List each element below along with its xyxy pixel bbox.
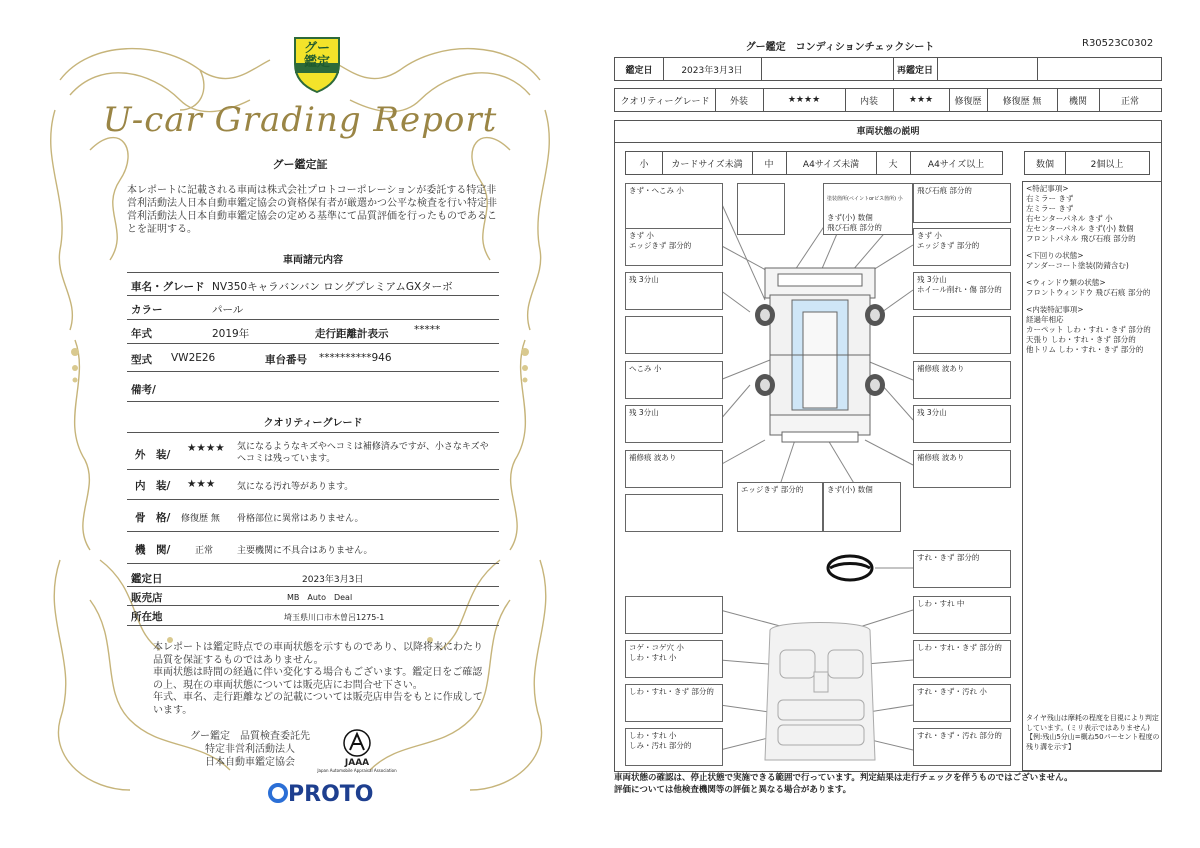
sheet-date-label: 鑑定日: [625, 65, 653, 76]
chassis-value: **********946: [319, 352, 392, 364]
goo-kantei-badge: [287, 34, 347, 94]
spec-heading: 車両諸元内容: [283, 255, 343, 266]
jaaa-emblem-icon: [342, 728, 372, 758]
sheet-exterior-label: 外装: [729, 96, 748, 107]
jaaa-name: JAAA: [344, 758, 370, 768]
model-row: [127, 344, 499, 372]
dealer-row: [127, 587, 499, 606]
label-front-right: 飛び石痕 部分的: [913, 183, 1011, 223]
quality-label: クオリティーグレード: [620, 96, 710, 107]
frame-row: [127, 500, 499, 532]
date-label: 鑑定日: [131, 573, 163, 585]
note-underbody: <下回りの状態> アンダーコート塗装(防錆含む): [1026, 251, 1129, 270]
name-value: NV350キャラバンバン ロングプレミアムGXターボ: [212, 281, 453, 293]
label-interior-right-4: すれ・きず・汚れ 部分的: [913, 728, 1011, 766]
label-interior-right-1: しわ・すれ 中: [913, 596, 1011, 634]
label-top-center-text: きず(小) 数個 飛び石痕 部分的: [827, 213, 882, 232]
label-interior-left-1: [625, 596, 723, 634]
label-bottom-1: エッジきず 部分的: [737, 482, 823, 532]
sheet-interior-stars: ★★★: [908, 95, 934, 105]
count-desc: 2個以上: [1090, 159, 1124, 170]
condition-heading: 車両状態の説明: [615, 121, 1161, 143]
name-label: 車名・グレード: [131, 281, 205, 293]
tire-note: タイヤ残山は摩耗の程度を目視により判定しています。(ミリ表示ではありません) 【例:残山5分山=概ね50パーセント程度の残り溝を示す】: [1026, 714, 1160, 751]
label-right-2: きず 小 エッジきず 部分的: [913, 228, 1011, 266]
count-label: 数個: [1035, 159, 1054, 170]
proto-logo: [268, 782, 373, 807]
jaaa-logo: [312, 728, 402, 773]
label-interior-left-2: コゲ・コゲ穴 小 しわ・すれ 小: [625, 640, 723, 678]
sheet-engine-label: 機関: [1068, 96, 1087, 107]
size-small: 小: [639, 159, 649, 170]
label-right-5: 補修痕 波あり: [913, 361, 1011, 399]
size-mid-desc: A4サイズ未満: [802, 159, 860, 170]
year-value: 2019年: [212, 328, 250, 340]
date-value: 2023年3月3日: [302, 575, 364, 585]
sheet-title: グー鑑定 コンディションチェックシート: [745, 42, 935, 53]
mileage-value: *****: [414, 324, 441, 336]
mileage-label: 走行距離計表示: [315, 328, 389, 340]
label-interior-left-3: しわ・すれ・きず 部分的: [625, 684, 723, 722]
label-bottom-2: きず(小) 数個: [823, 482, 901, 532]
frame-label: 骨 格/: [135, 512, 171, 524]
engine-label: 機 関/: [135, 544, 171, 556]
model-value: VW2E26: [171, 352, 216, 364]
proto-logo-text: PROTO: [288, 782, 374, 807]
jaaa-subtitle: Japan Automobile Appraisal Association: [317, 768, 397, 773]
exterior-text: 気になるようなキズやヘコミは補修済みですが、小さなキズやヘコミは残っています。: [237, 442, 489, 464]
proto-circle-icon: [268, 783, 288, 803]
label-steering: すれ・きず 部分的: [913, 550, 1011, 588]
model-label: 型式: [131, 354, 152, 366]
sheet-footer-note: 車両状態の確認は、停止状態で実施できる範囲で行っています。判定結果は走行チェックを伴うものではございません。 評価については他検査機関等の評価と異なる場合があります。: [614, 773, 1073, 795]
exterior-row: [127, 432, 499, 470]
label-left-3: 残 3分山: [625, 272, 723, 310]
issuer: グー鑑定 品質検査委託先 特定非営利活動法人 日本自動車鑑定協会: [190, 731, 310, 768]
script-title: U-car Grading Report: [102, 100, 498, 140]
engine-row: [127, 532, 499, 564]
label-right-7: 補修痕 波あり: [913, 450, 1011, 488]
remarks-row: [127, 372, 499, 402]
label-front-left: きず・へこみ 小: [625, 183, 723, 235]
label-left-2: きず 小 エッジきず 部分的: [625, 228, 723, 266]
year-row: [127, 320, 499, 344]
interior-row: [127, 470, 499, 500]
address-label: 所在地: [131, 611, 163, 623]
interior-stars: ★★★: [187, 478, 216, 490]
reinspect-label: 再鑑定日: [896, 65, 933, 76]
interior-text: 気になる汚れ等があります。: [237, 482, 354, 492]
certificate-note: 本レポートは鑑定時点での車両状態を示すものであり、以降将来にわたり品質を保証するものではありません。 車両状態は時間の経過に伴い変化する場合もございます。鑑定日をご確認の上、現在の車両状態については販売店にお問合せ下さい。 年式、車名、走行距離などの記載については販売店申告をもとに作成しています。: [153, 642, 483, 716]
year-label: 年式: [131, 328, 152, 340]
label-left-6: 残 3分山: [625, 405, 723, 443]
label-right-3: 残 3分山 ホイール削れ・傷 部分的: [913, 272, 1011, 310]
engine-value: 正常: [195, 546, 214, 556]
exterior-stars: ★★★★: [187, 442, 225, 454]
frame-value: 修復歴 無: [181, 514, 220, 524]
label-interior-right-3: すれ・きず・汚れ 小: [913, 684, 1011, 722]
sheet-interior-label: 内装: [859, 96, 878, 107]
engine-text: 主要機関に不具合はありません。: [237, 546, 373, 556]
certificate-title: グー鑑定証: [272, 158, 328, 171]
label-left-7: 補修痕 波あり: [625, 450, 723, 488]
sheet-date-value: 2023年3月3日: [681, 65, 743, 76]
dealer-label: 販売店: [131, 592, 163, 604]
label-interior-right-2: しわ・すれ・きず 部分的: [913, 640, 1011, 678]
interior-label: 内 装/: [135, 480, 171, 492]
note-special: <特記事項> 右ミラー きず 左ミラー きず 右センターパネル きず 小 左センターパネル きず(小) 数個 フロントパネル 飛び石痕 部分的: [1026, 184, 1136, 243]
exterior-label: 外 装/: [135, 449, 171, 461]
sheet-id: R30523C0302: [1082, 38, 1154, 49]
size-large-desc: A4サイズ以上: [927, 159, 985, 170]
label-top-center-small: 塗装箇所(ペイントorビス箇所) 小: [827, 196, 903, 202]
note-windows: <ウィンドウ類の状態> フロントウィンドウ 飛び石痕 部分的: [1026, 278, 1151, 297]
color-label: カラー: [131, 304, 163, 316]
label-interior-left-4: しわ・すれ 小 しみ・汚れ 部分的: [625, 728, 723, 766]
address-value: 埼玉県川口市木曽呂1275-1: [284, 613, 385, 622]
repair-label: 修復歴: [954, 96, 982, 107]
dealer-value: MB Auto Deal: [287, 593, 353, 602]
address-row: [127, 606, 499, 626]
label-right-6: 残 3分山: [913, 405, 1011, 443]
steering-wheel-icon: [828, 556, 872, 580]
label-right-4: [913, 316, 1011, 354]
sheet-engine-value: 正常: [1120, 96, 1139, 107]
repair-value: 修復歴 無: [1002, 96, 1042, 107]
quality-heading: クオリティーグレード: [263, 418, 363, 429]
label-top-center: [823, 183, 913, 235]
size-large: 大: [888, 159, 898, 170]
condition-check-sheet: [600, 0, 1200, 848]
size-mid: 中: [764, 159, 774, 170]
certificate-intro: 本レポートに記載される車両は株式会社プロトコーポレーションが委託する特定非営利活動法人日本自動車鑑定協会の資格保有者が厳選かつ公平な検査を行い特定非営利活動法人日本自動車鑑定協会の定める基準にて品質評価を行ったものであることを証明する。: [127, 185, 497, 235]
name-row: [127, 272, 499, 296]
label-left-5: へこみ 小: [625, 361, 723, 399]
color-value: パール: [212, 304, 244, 316]
label-left-4: [625, 316, 723, 354]
date-row: [127, 568, 499, 587]
size-small-desc: カードサイズ未満: [671, 159, 743, 170]
label-left-8: [625, 494, 723, 532]
label-front-left-2: [737, 183, 785, 235]
note-interior: <内装特記事項> 経過年相応 カーペット しわ・すれ・きず 部分的 天張り しわ・すれ・きず 部分的 他トリム しわ・すれ・きず 部分的: [1026, 305, 1151, 354]
badge-text: グー 鑑定: [303, 41, 330, 70]
sheet-exterior-stars: ★★★★: [787, 95, 821, 105]
color-row: [127, 296, 499, 320]
frame-text: 骨格部位に異常はありません。: [237, 514, 364, 524]
chassis-label: 車台番号: [265, 354, 307, 366]
remarks-label: 備考/: [131, 384, 156, 396]
